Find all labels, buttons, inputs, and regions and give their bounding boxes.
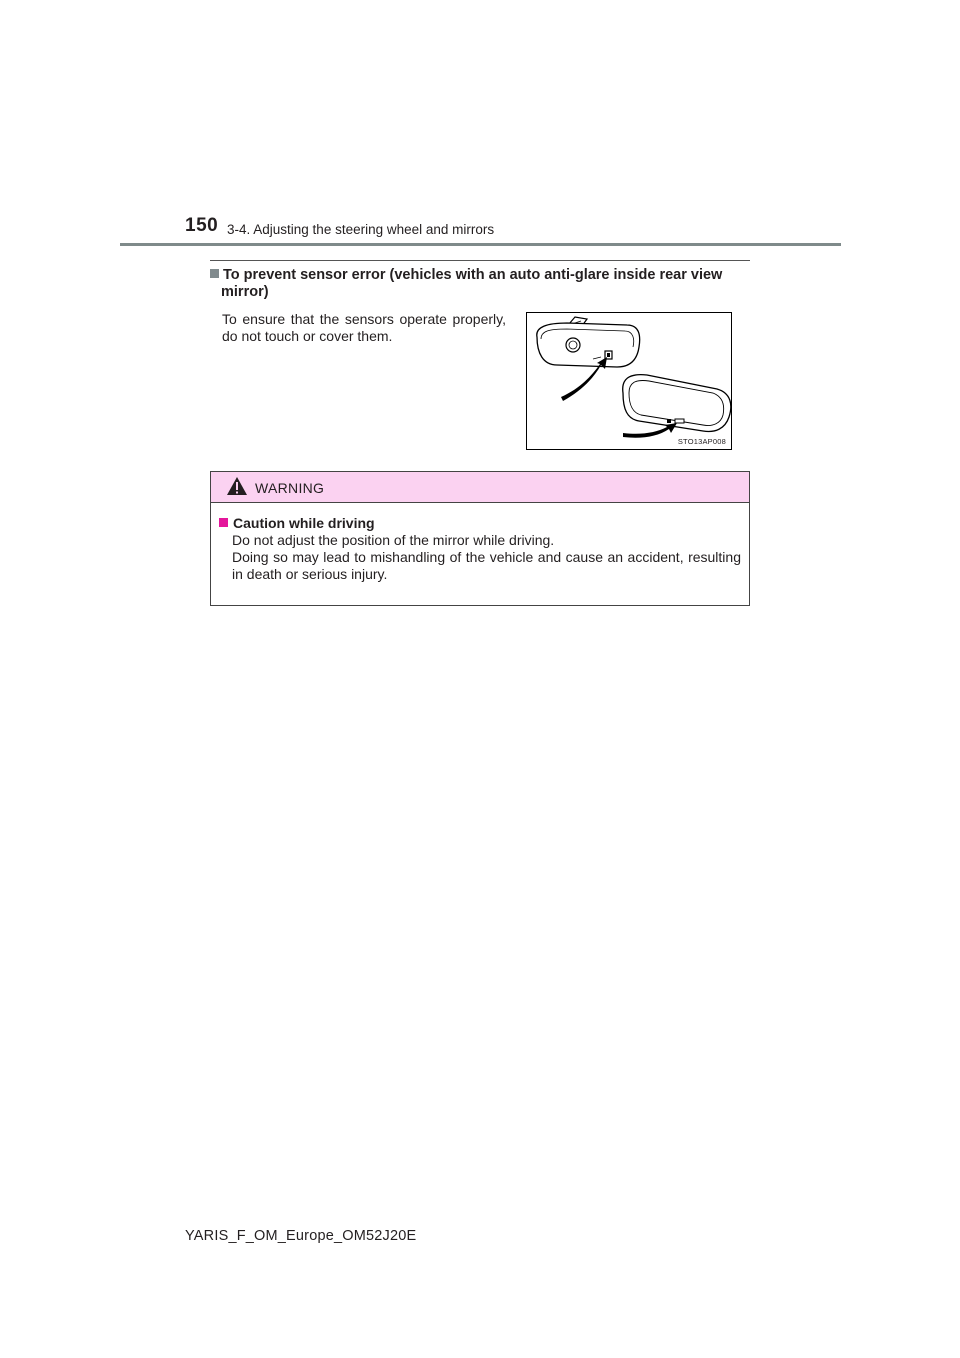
warning-body (219, 515, 741, 583)
page-number: 150 (185, 215, 219, 236)
subsection-title-line1: To prevent sensor error (vehicles with an auto anti-glare inside rear view (223, 267, 723, 283)
mirror-sensor-illustration (526, 312, 732, 450)
warning-box (210, 471, 750, 606)
illustration-code: STO13AP008 (677, 437, 726, 446)
warning-paragraph-2: Doing so may lead to mishandling of the vehicle and cause an accident, resulting in death or serious injury. (232, 549, 741, 582)
section-title: 3-4. Adjusting the steering wheel and mirrors (227, 222, 495, 237)
pink-square-bullet-icon (219, 518, 228, 527)
rear-view-mirror-drawing (527, 313, 731, 449)
heading-rule (210, 260, 750, 261)
warning-header (211, 472, 749, 503)
caution-title: Caution while driving (233, 515, 375, 531)
footer-doc-code: YARIS_F_OM_Europe_OM52J20E (185, 1228, 417, 1244)
warning-paragraph-1: Do not adjust the position of the mirror while driving. (232, 532, 555, 548)
subsection-heading (210, 267, 752, 301)
sensor-instruction-text: To ensure that the sensors operate properly, do not touch or cover them. (222, 311, 506, 344)
header-rule (120, 243, 841, 246)
subsection-title-line2: mirror) (221, 284, 269, 300)
square-bullet-icon (210, 269, 219, 278)
warning-triangle-icon (226, 476, 248, 501)
warning-label: WARNING (255, 480, 325, 496)
